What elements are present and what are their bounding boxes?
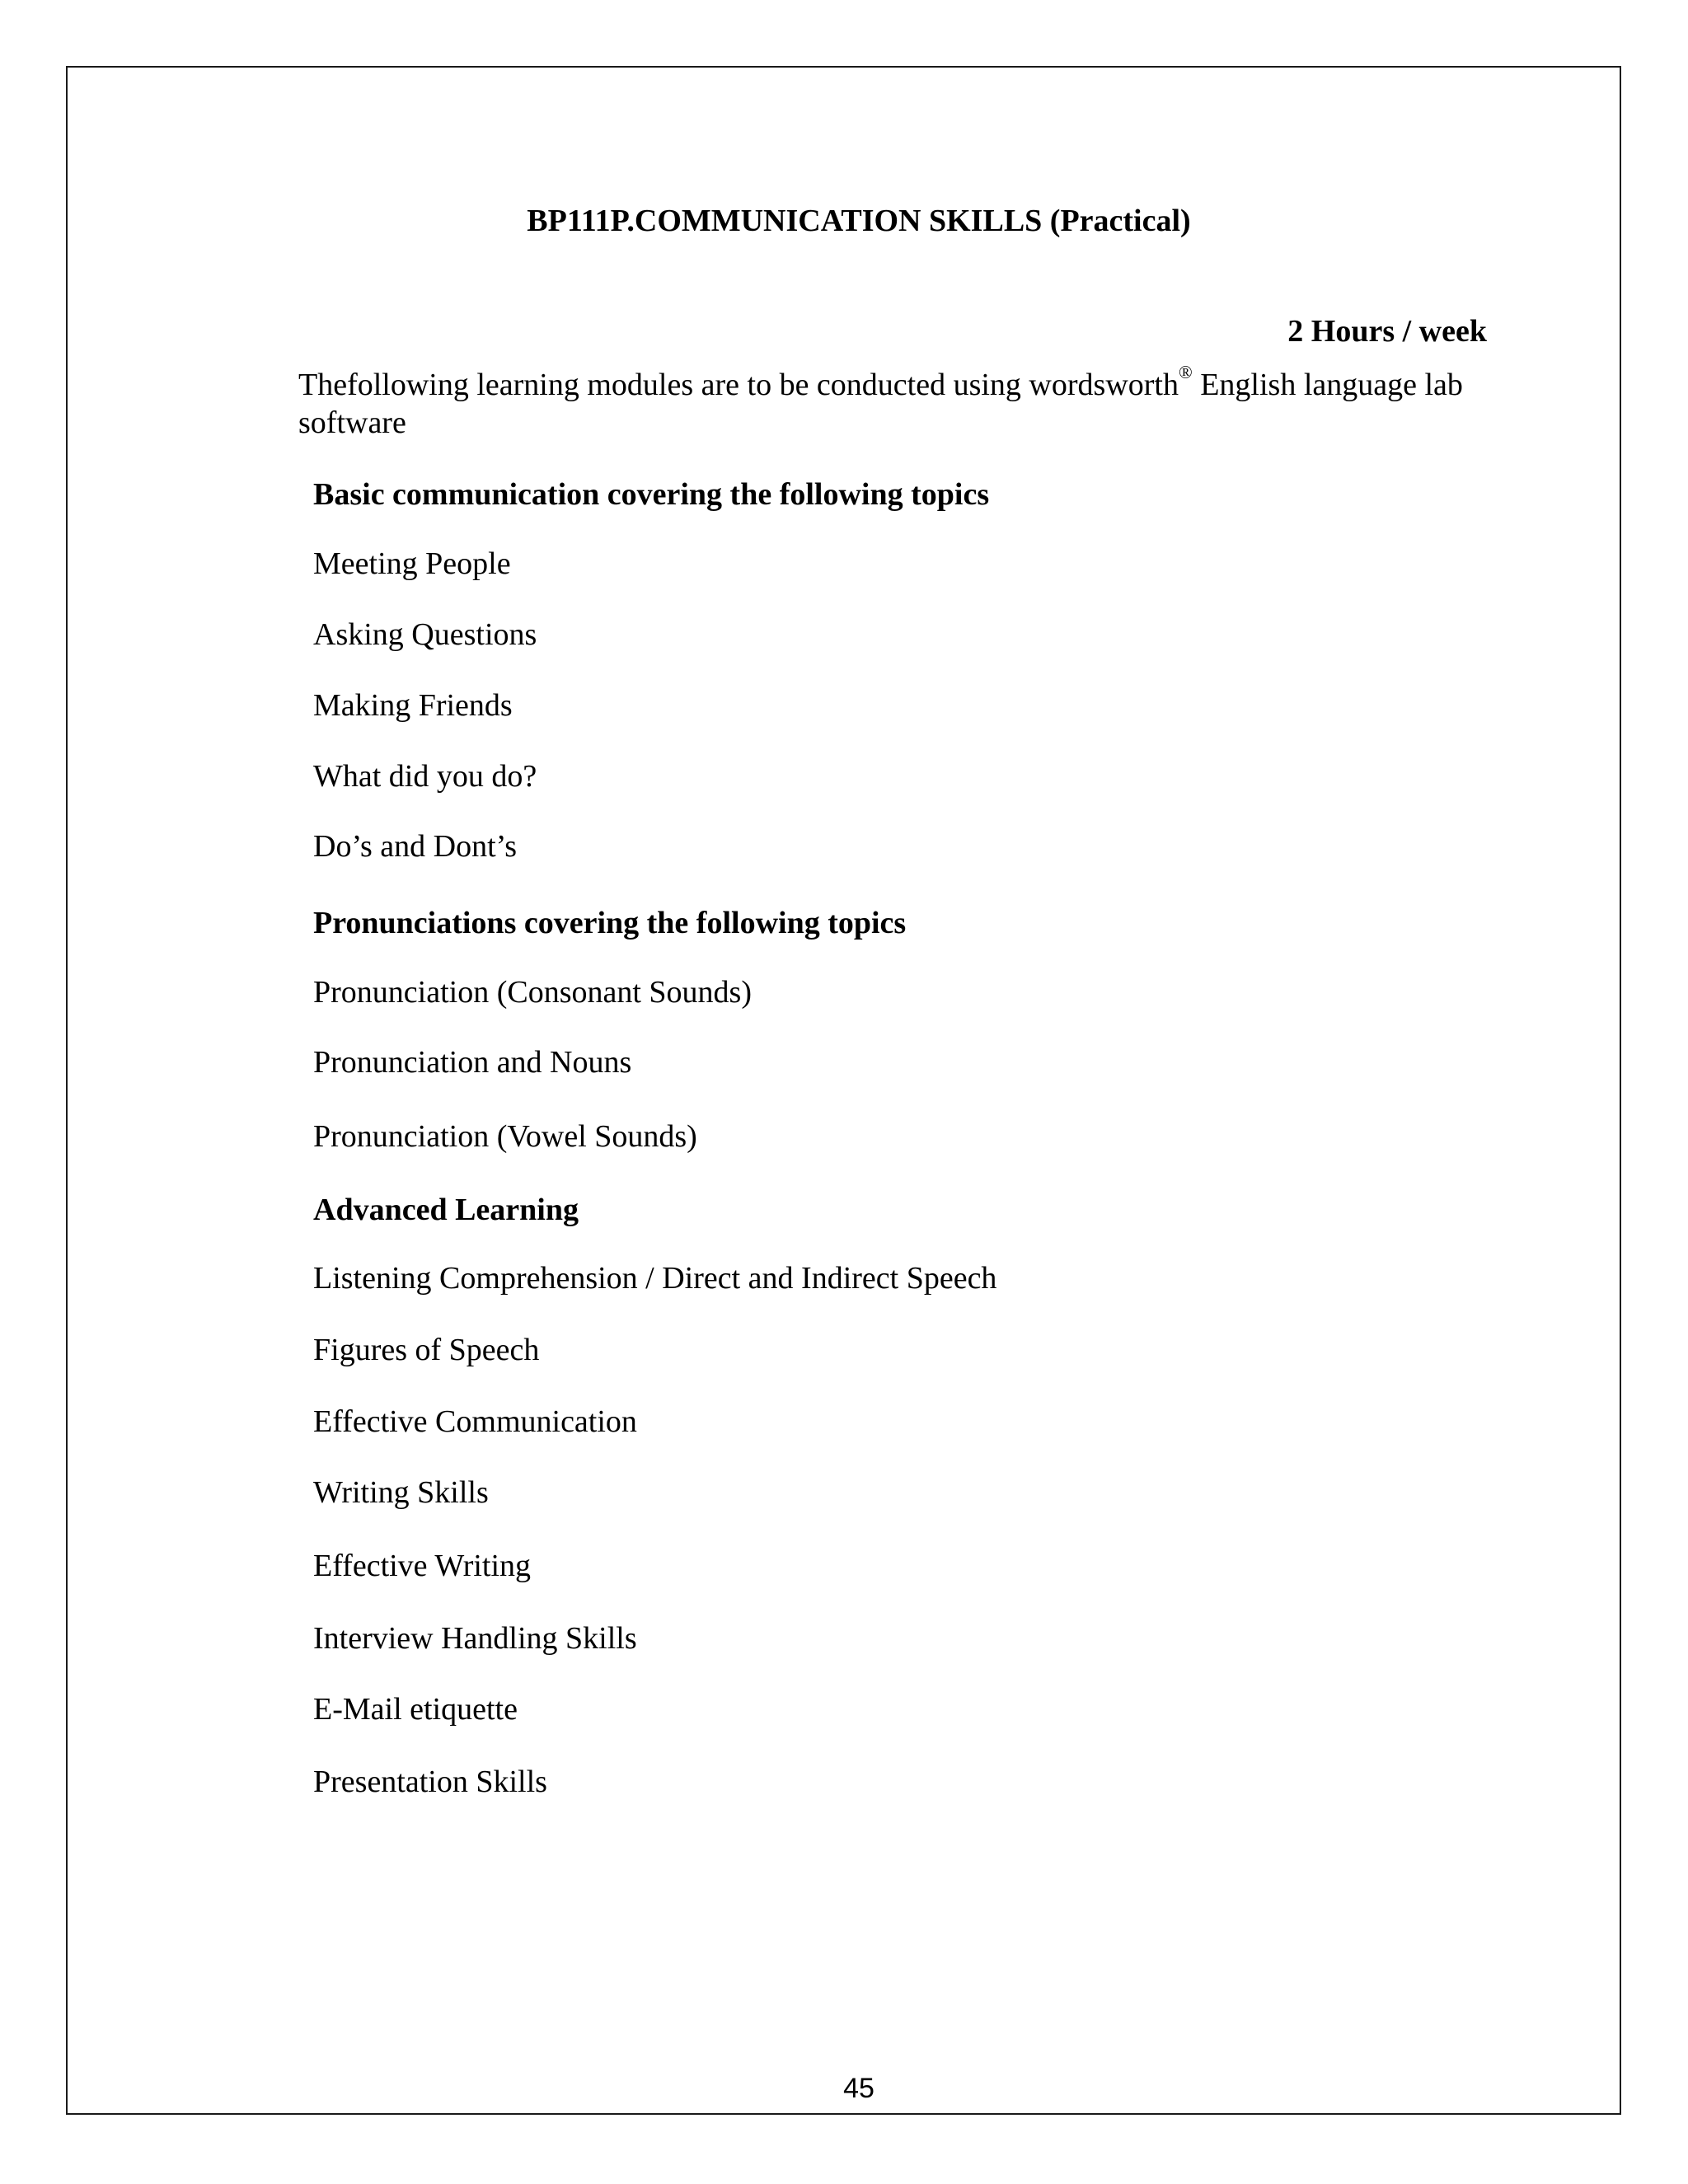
list-item: Figures of Speech: [313, 1333, 540, 1367]
section-heading-pronunciations: Pronunciations covering the following topics: [313, 906, 907, 940]
intro-text-after: English language lab software: [298, 368, 1463, 440]
document-title: BP111P.COMMUNICATION SKILLS (Practical): [527, 204, 1191, 238]
list-item: Meeting People: [313, 546, 511, 581]
list-item: Asking Questions: [313, 617, 537, 652]
list-item: What did you do?: [313, 759, 537, 794]
list-item: Making Friends: [313, 688, 513, 723]
list-item: Effective Communication: [313, 1404, 637, 1439]
list-item: Pronunciation and Nouns: [313, 1045, 632, 1080]
list-item: Pronunciation (Consonant Sounds): [313, 975, 752, 1010]
list-item: Effective Writing: [313, 1549, 532, 1583]
registered-mark: ®: [1178, 362, 1193, 383]
list-item: Interview Handling Skills: [313, 1621, 637, 1656]
intro-text-before: Thefollowing learning modules are to be conducted using wordsworth: [298, 368, 1179, 402]
list-item: Listening Comprehension / Direct and Indirect Speech: [313, 1261, 997, 1296]
list-item: Do’s and Dont’s: [313, 829, 517, 864]
section-heading-basic-communication: Basic communication covering the following topics: [313, 477, 990, 512]
list-item: Writing Skills: [313, 1475, 489, 1510]
list-item: E-Mail etiquette: [313, 1692, 518, 1727]
section-heading-advanced-learning: Advanced Learning: [313, 1193, 579, 1227]
page-number: 45: [843, 2073, 874, 2104]
list-item: Presentation Skills: [313, 1765, 547, 1799]
list-item: Pronunciation (Vowel Sounds): [313, 1119, 697, 1154]
hours-per-week: 2 Hours / week: [1287, 314, 1487, 349]
intro-paragraph: [298, 362, 1493, 442]
